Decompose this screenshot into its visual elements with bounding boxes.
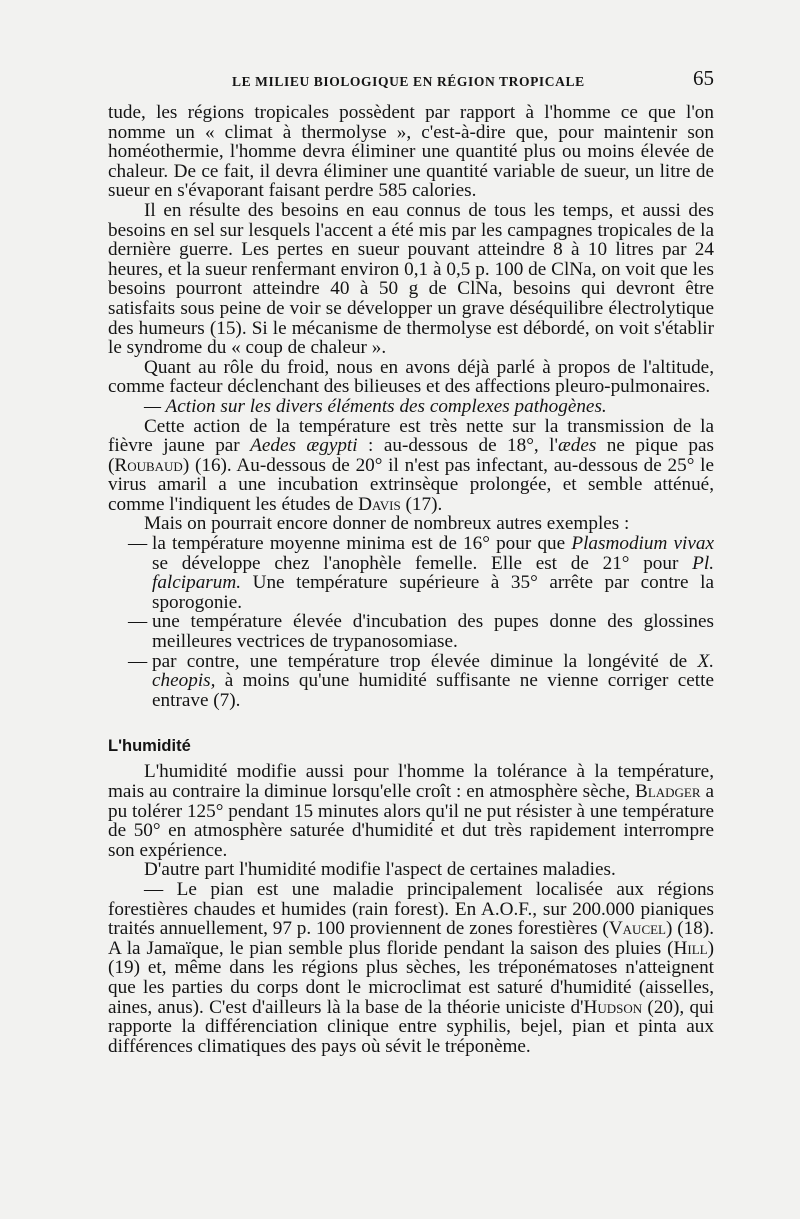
list-item: — la température moyenne minima est de 16° pour que Plasmodium vivax se développe chez l'anophèle femelle. Elle est de 21° pour Pl. falciparum. Une température supérieure à 35° arrête par contre la sporogonie. xyxy=(128,533,714,613)
page-number: 65 xyxy=(693,66,714,90)
paragraph-humidity-diseases: D'autre part l'humidité modifie l'aspect de certaines maladies. xyxy=(144,859,616,881)
paragraph-yaws: — Le pian est une maladie principalement localisée aux régions forestières chaudes et humides (rain forest). En A.O.F., sur 200.000 pianiques traités annuellement, 97 p. 100 proviennent de zones forestières (Vaucel) (18). A la Jamaïque, le pian semble plus floride pendant la saison des pluies (Hill) (19) et, même dans les régions plus sèches, les tréponématoses n'atteignent que les parties du corps dont le microclimat est saturé d'humidité (aisselles, aines, anus). C'est d'ailleurs là la base de la théorie uniciste d'Hudson (20), qui rapporte la différenciation clinique entre syphilis, bejel, pian et pinta aux différences climatiques des pays où sévit le tréponème. xyxy=(108,878,715,1057)
page-body xyxy=(108,103,714,1056)
page-header xyxy=(108,66,714,92)
list-item: — par contre, une température trop élevée diminue la longévité de X. cheopis, à moins qu'une humidité suffisante ne vienne corriger cette entrave (7). xyxy=(128,650,714,711)
paragraph-humidity-tolerance: L'humidité modifie aussi pour l'homme la tolérance à la température, mais au contraire la diminue lorsqu'elle croît : en atmosphère sèche, Bladger a pu tolérer 125° pendant 15 minutes alors qu'il ne put résister à une température de 50° en atmosphère saturée d'humidité et dut très rapidement interrompre son expérience. xyxy=(108,761,714,861)
paragraph-cold: Quant au rôle du froid, nous en avons déjà parlé à propos de l'altitude, comme facteur déclenchant des bilieuses et des affections pleuro-pulmonaires. xyxy=(108,356,714,398)
section-title-humidity: L'humidité xyxy=(108,737,191,756)
paragraph-examples-intro: Mais on pourrait encore donner de nombreux autres exemples : xyxy=(144,513,630,535)
running-title: LE MILIEU BIOLOGIQUE EN RÉGION TROPICALE xyxy=(232,74,585,89)
paragraph-yellow-fever: Cette action de la température est très nette sur la transmission de la fièvre jaune par Aedes ægypti : au-dessous de 18°, l'ædes ne pique pas (Roubaud) (16). Au-dessous de 20° il n'est pas infectant, au-dessous de 25° le virus amaril a une incubation extrinsèque prolongée, et semble atténué, comme l'indiquent les études de Davis (17). xyxy=(108,415,714,515)
paragraph-sweat: tude, les régions tropicales possèdent par rapport à l'homme ce que l'on nomme un « climat à thermolyse », c'est-à-dire que, pour maintenir son homéothermie, l'homme devra éliminer une quantité plus ou moins élevée de chaleur. De ce fait, il devra éliminer une quantité variable de sueur, un litre de sueur en s'évaporant faisant perdre 585 calories. xyxy=(108,102,714,202)
subheading-pathogenic-complexes: — Action sur les divers éléments des complexes pathogènes. xyxy=(144,395,607,417)
paragraph-salt-needs: Il en résulte des besoins en eau connus de tous les temps, et aussi des besoins en sel sur lesquels l'accent a été mis par les campagnes tropicales de la dernière guerre. Les pertes en sueur pouvant atteindre 8 à 10 litres par 24 heures, et la sueur renfermant environ 0,1 à 0,5 p. 100 de ClNa, on voit que les besoins pourront atteindre 40 à 50 g de ClNa, besoins qui devront être satisfaits sous peine de voir se développer un grave déséquilibre électrolytique des humeurs (15). Si le mécanisme de thermolyse est débordé, on voit s'établir le syndrome du « coup de chaleur ». xyxy=(108,199,714,359)
list-item: — une température élevée d'incubation des pupes donne des glossines meilleures vectrices de trypanosomiase. xyxy=(128,611,714,653)
